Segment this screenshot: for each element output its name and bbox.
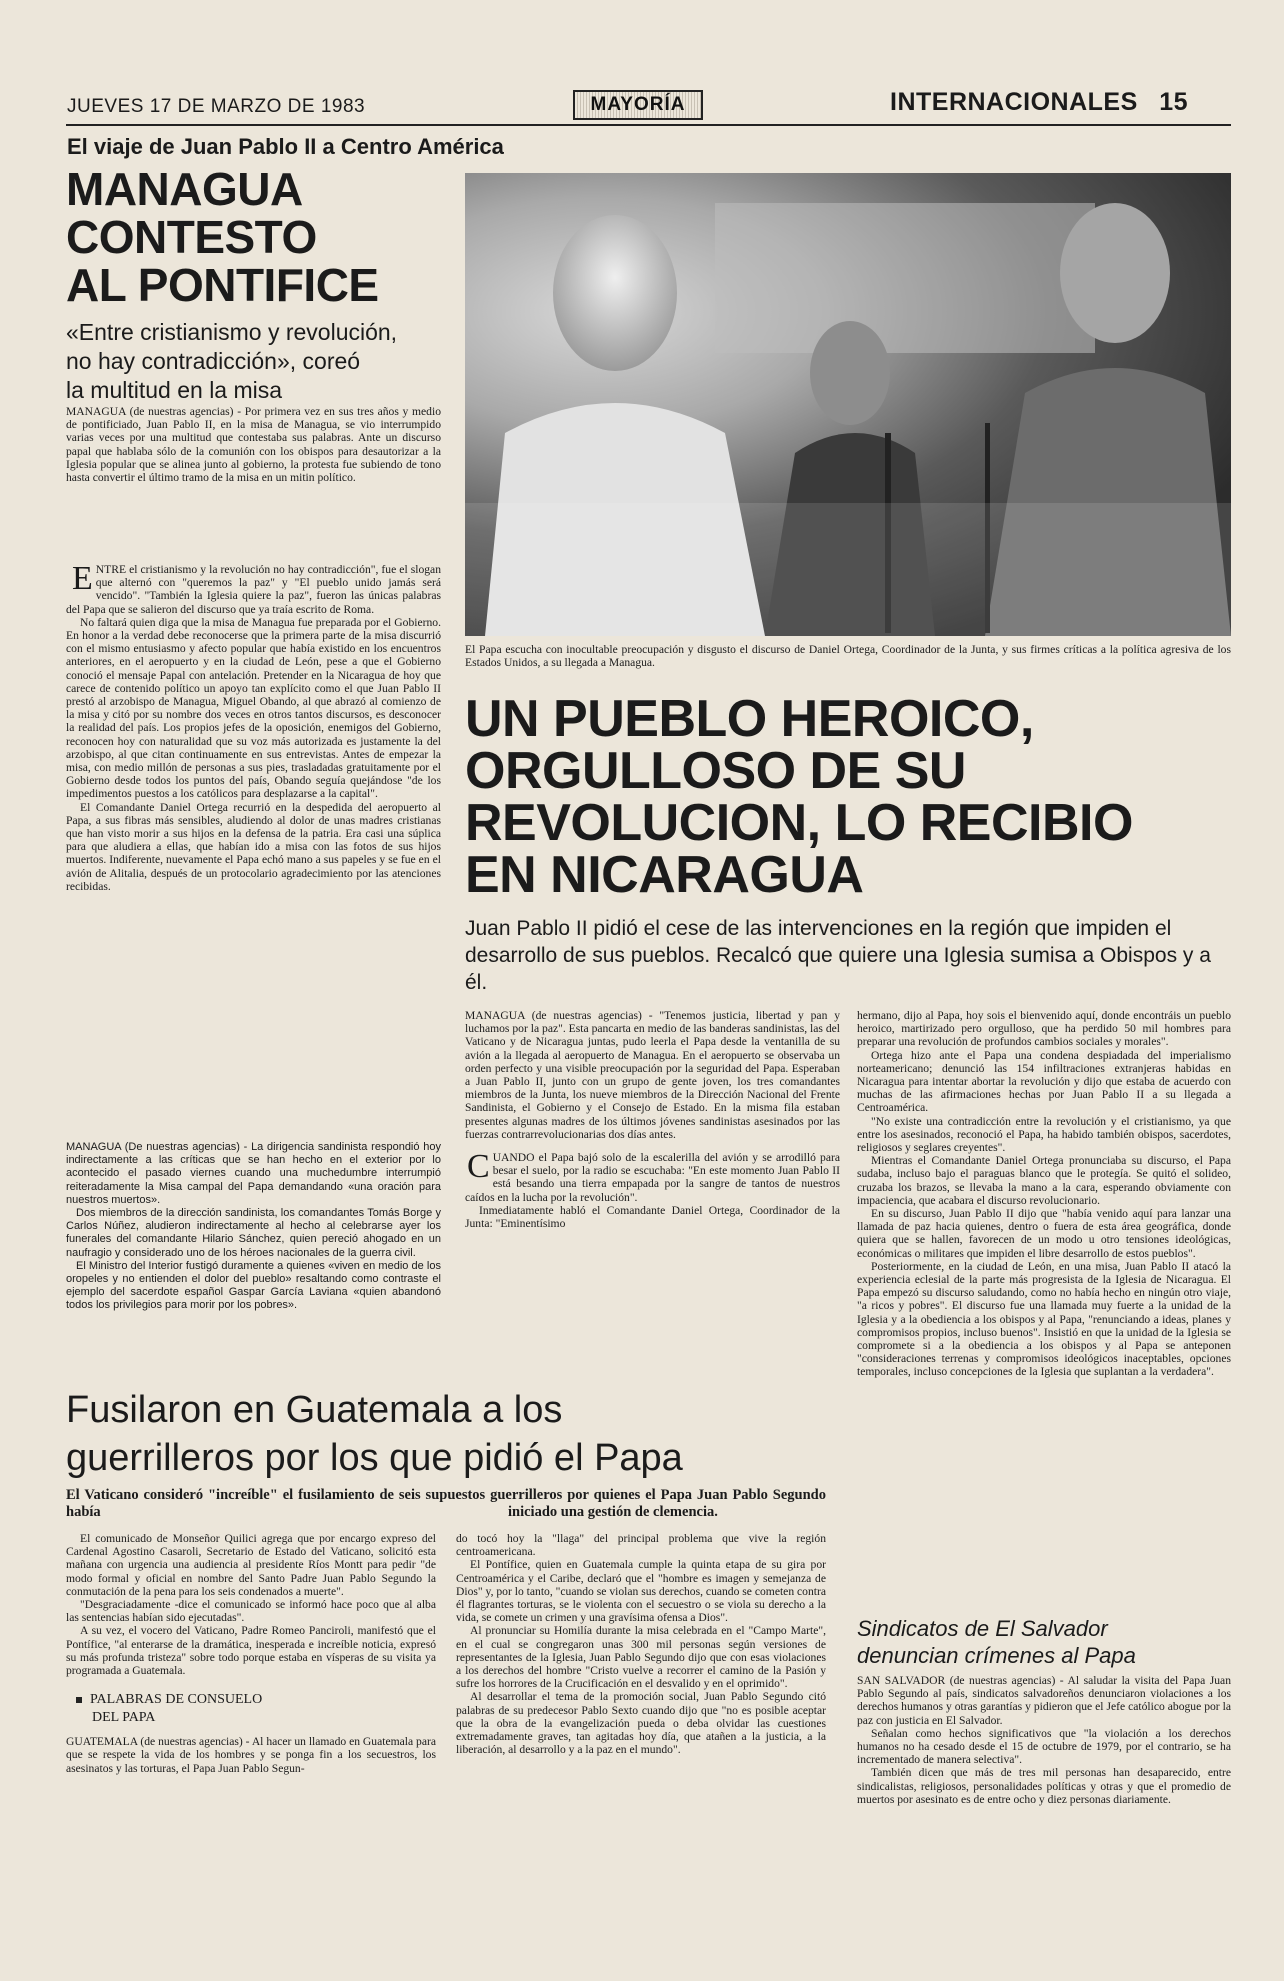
headline-line: EN NICARAGUA xyxy=(465,846,864,904)
article1-box xyxy=(66,1141,441,1313)
headline-line: MANAGUA xyxy=(66,163,303,215)
article4-headline xyxy=(857,1615,1237,1669)
article2-subhead: Juan Pablo II pidió el cese de las intervenciones en la región que impiden el desarrollo de sus pueblos. Recalcó que quiere una Iglesia sumisa a Obispos y a él. xyxy=(465,917,1211,994)
news-photo xyxy=(465,173,1231,636)
article2-col1 xyxy=(465,1009,840,1230)
dropcap: E xyxy=(72,560,93,597)
subheading-line: DEL PAPA xyxy=(92,1710,156,1726)
paragraph-text: NTRE el cristianismo y la revolución no hay contradicción", fue el slogan que alternó con "queremos la paz" y "El pueblo unido jamás será vencido". "También la Iglesia quiere la paz", fueron las únicas palabras del Papa que se salieron del discurso que ya traía escrito de Roma. xyxy=(66,563,441,616)
bullet-icon xyxy=(76,1697,82,1703)
body-paragraph: En su discurso, Juan Pablo II dijo que "había venido aquí para lanzar una llamada de paz hacia quienes, dentro o fuera de esta área geográfica, donde quiera que se hallen, favorecen de un modo u otro tensiones ideológicas, económicas o militares que impiden el libre desarrollo de estos pueblos". xyxy=(857,1207,1231,1260)
body-paragraph: Señalan como hechos significativos que "la violación a los derechos humanos no ha cesado desde el 15 de octubre de 1979, por el contrario, se ha incrementado de manera selectiva". xyxy=(857,1726,1231,1767)
logo-text: MAYORÍA xyxy=(590,94,686,115)
article3-lead xyxy=(66,1487,1066,1521)
headline-line: UN PUEBLO HEROICO, xyxy=(465,690,1034,748)
caption-text: El Papa escucha con inocultable preocupación y disgusto el discurso de Daniel Ortega, Coordinador de la Junta, y sus firmes críticas a la política agresiva de los Estados Unidos, a su llegada a Managua. xyxy=(465,643,1231,670)
masthead-rule xyxy=(66,124,1231,126)
section-title xyxy=(890,88,1188,117)
body-paragraph xyxy=(66,560,441,616)
headline-line: guerrilleros por los que pidió el Papa xyxy=(66,1437,683,1479)
headline-line: Fusilaron en Guatemala a los xyxy=(66,1389,563,1431)
article1-headline xyxy=(66,165,466,309)
body-paragraph: do tocó hoy la "llaga" del principal problema que vive la región centroamericana. xyxy=(456,1532,826,1559)
masthead-logo xyxy=(573,90,703,120)
body-paragraph: Inmediatamente habló el Comandante Daniel Ortega, Coordinador de la Junta: "Eminentísimo xyxy=(465,1203,840,1231)
article2-headline xyxy=(465,690,1235,904)
dropcap: C xyxy=(467,1148,490,1186)
body-paragraph xyxy=(465,1148,840,1204)
body-paragraph: No faltará quien diga que la misa de Managua fue preparada por el Gobierno. En honor a la verdad debe reconocerse que la primera parte de la misa discurrió con el mismo entusiasmo y afecto popular que había existido en los encuentros anteriores, en el aeropuerto y en la ciudad de León, pese a que el Gobierno conoció el mensaje Papal con antelación. Pretender en la Nicaragua de hoy que carece de contenido político un apoyo tan explícito como el que Juan Pablo II prestó al arzobispo de Managua, Miguel Obando, al que abrazó al comienzo de la misa y citó por su nombre dos veces en otros tantos discursos, es desconocer la realidad del país. Los propios jefes de la oposición, enemigos del Gobierno, reconocen hoy con naturalidad que su voz más autorizada es justamente la del arzobispo, al que citan continuamente en sus entrevistas. Antes de empezar la misa, con medio millón de personas a sus pies, trasladadas gratuitamente por el Gobierno desde todos los puntos del país, Obando seguía quejándose "de los impedimentos puestos a los católicos para desplazarse a la capital". xyxy=(66,615,441,801)
body-paragraph: El Comandante Daniel Ortega recurrió en la despedida del aeropuerto al Papa, a sus fibras más sensibles, aludiendo al dolor de unas madres cristianas que han visto morir a sus hijos en la defensa de la patria. Era casi una súplica para que aludiera a ellas, que habían ido a misa con las fotos de sus hijos muertos. Indiferente, nuevamente el Papa echó mano a sus papeles y se fue en el avión de Alitalia, después de un protocolario agradecimiento por las atenciones recibidas. xyxy=(66,800,441,893)
body-paragraph: SAN SALVADOR (de nuestras agencias) - Al saludar la visita del Papa Juan Pablo Segundo al país, sindicatos salvadoreños denunciaron violaciones a los derechos humanos y otras garantías y pidieron que el Jefe católico abogue por la paz con justicia en El Salvador. xyxy=(857,1674,1231,1727)
lead-paragraph: MANAGUA (de nuestras agencias) - Por primera vez en sus tres años y medio de pontificiado, Juan Pablo II, en la misa de Managua, se vio interrumpido varias veces por una multitud que contestaba sus palabras. Ante un discurso papal que hablaba sólo de la comunión con los obispos para desautorizar a la Iglesia popular que se alinea junto al gobierno, la protesta fue subiendo de tono hasta convertir el último tramo de la misa en un mitin político. xyxy=(66,405,441,485)
photo-illustration xyxy=(465,173,1231,636)
body-paragraph: Posteriormente, en la ciudad de León, en una misa, Juan Pablo II atacó la experiencia eclesial de la parte más progresista de la Iglesia de Nicaragua. El Papa empezó su discurso saludando, como no había hecho en ningún otro viaje, "a ricos y pobres". El discurso fue una llamada muy fuerte a la unidad de la Iglesia y a la obediencia a los obispos y al Papa, "renunciando a ideas, planes y compromisos propios, incluso buenos". Insistió en que la unidad de la Iglesia se compromete si a la obediencia a los obispos y al Papa se anteponen "consideraciones terrenas y compromisos ideológicos inaceptables, opciones temporales, incluso concepciones de la Iglesia que suplantan a la verdadera". xyxy=(857,1259,1231,1379)
box-paragraph: Dos miembros de la dirección sandinista, los comandantes Tomás Borge y Carlos Núñez, aludieron indirectamente al hecho al celebrarse ayer los funerales del comandante Hilario Sánchez, quien pereció ahogado en un naufragio y considerado uno de los héroes nacionales de la guerra civil. xyxy=(66,1207,441,1259)
subheading-line: PALABRAS DE CONSUELO xyxy=(90,1692,263,1708)
headline-line: Sindicatos de El Salvador xyxy=(857,1616,1108,1641)
body-paragraph: El comunicado de Monseñor Quilici agrega que por encargo expreso del Cardenal Agostino Casaroli, Secretario de Estado del Vaticano, solicitó esta mañana con urgencia una audiencia al presidente Ríos Montt para pedir "de modo formal y oficial en nombre del Santo Padre Juan Pablo Segundo la conmutación de la pena para los seis condenados a muerte". xyxy=(66,1532,436,1598)
article3-col1 xyxy=(66,1532,436,1775)
article2-col2 xyxy=(857,1009,1231,1379)
body-paragraph: Al pronunciar su Homilía durante la misa celebrada en el "Campo Marte", en el cual se congregaron unas 300 mil personas según versiones de representantes de la Iglesia, Juan Pablo Segundo dijo que con esas violaciones a los derechos del hombre "Cristo vuelve a recorrer el camino de la Pasión y sufre los horrores de la Crucificación en el desvalido y en el oprimido". xyxy=(456,1624,826,1691)
subhead-line: la multitud en la misa xyxy=(66,377,283,403)
kicker: El viaje de Juan Pablo II a Centro América xyxy=(67,134,504,159)
section-label: INTERNACIONALES xyxy=(890,88,1138,116)
masthead-date: JUEVES 17 DE MARZO DE 1983 xyxy=(67,96,366,117)
body-paragraph: El Pontífice, quien en Guatemala cumple la quinta etapa de su gira por Centroamérica y el Caribe, declaró que el "hombre es imagen y semejanza de Dios" y, por lo tanto, "cuando se violan sus derechos, cuando se cometen contra él flagrantes torturas, se le violenta con el secuestro o se viola su derecho a la vida, se comete un crimen y una gravísima ofensa a Dios". xyxy=(456,1558,826,1625)
subhead-line: «Entre cristianismo y revolución, xyxy=(66,319,398,345)
paragraph-text: UANDO el Papa bajó solo de la escalerilla del avión y se arrodilló para besar el suelo, por la radio se escuchaba: "En este momento Juan Pablo II está besando una tierra empapada por la sangre de tantos de nuestros caídos en la lucha por la revolución". xyxy=(465,1151,840,1204)
article1-body xyxy=(66,560,441,893)
article3-col2 xyxy=(456,1532,826,1756)
body-paragraph: Mientras el Comandante Daniel Ortega pronunciaba su discurso, el Papa sudaba, incluso bajo el paraguas blanco que le protegía. Se quitó el solideo, cruzaba los brazos, se llevaba la mano a la cara, esperando obviamente con impaciencia, que acabara el discurso revolucionario. xyxy=(857,1154,1231,1207)
headline-line: ORGULLOSO DE SU xyxy=(465,742,966,800)
headline-line: REVOLUCION, LO RECIBIO xyxy=(465,794,1133,852)
body-paragraph: Ortega hizo ante el Papa una condena despiadada del imperialismo norteamericano; denunció las 154 infiltraciones extranjeras habidas en Nicaragua para intentar abortar la revolución y dijo que estaba de acuerdo con muchas de las afirmaciones hechas por Juan Pablo II a su llegada a Centroamérica. xyxy=(857,1048,1231,1115)
article1-subhead xyxy=(66,318,466,405)
photo-caption xyxy=(465,643,1231,669)
subhead-line: no hay contradicción», coreó xyxy=(66,348,361,374)
headline-line: CONTESTO xyxy=(66,211,317,263)
subheading xyxy=(76,1691,436,1727)
box-paragraph: El Ministro del Interior fustigó duramente a quienes «viven en medio de los oropeles y no entienden el dolor del pueblo» resaltando como contraste el ejemplo del sacerdote español Gaspar García Laviana «quien abandonó todos los privilegios para morir por los pobres». xyxy=(66,1259,441,1312)
page-number: 15 xyxy=(1159,88,1189,116)
lead-part1: El Vaticano consideró "increíble" el fusilamiento de seis supuestos guerrilleros por quienes el Papa Juan Pablo Segundo había xyxy=(66,1487,826,1520)
headline-line: denuncian crímenes al Papa xyxy=(857,1643,1136,1668)
body-paragraph: "Desgraciadamente -dice el comunicado se informó hace poco que al alba las sentencias habían sido ejecutadas". xyxy=(66,1598,436,1625)
lead-part2: iniciado una gestión de clemencia. xyxy=(508,1504,718,1520)
body-paragraph: También dicen que más de tres mil personas han desaparecido, entre sindicalistas, religiosos, personalidades políticas y otras y que el promedio de muertos por asesinato es de entre ocho y diez personas diariamente. xyxy=(857,1766,1231,1806)
article4-body xyxy=(857,1674,1231,1806)
body-paragraph: hermano, dijo al Papa, hoy sois el bienvenido aquí, donde encontráis un pueblo heroico, martirizado pero orgulloso, que ha perdido 50 mil hombres para preparar una revolución de profundos cambios sociales y morales". xyxy=(857,1009,1231,1049)
body-paragraph: GUATEMALA (de nuestras agencias) - Al hacer un llamado en Guatemala para que se respete la vida de los hombres y se ponga fin a los secuestros, los asesinatos y las torturas, el Papa Juan Pablo Segun- xyxy=(66,1735,436,1775)
body-paragraph: Al desarrollar el tema de la promoción social, Juan Pablo Segundo citó palabras de su predecesor Pablo Sexto cuando dijo que "no es posible aceptar que la obra de la evangelización pueda o deba olvidar las cuestiones extremadamente graves, tan agitadas hoy día, que atañen a la justicia, a la liberación, al desarrollo y a la paz en el mundo". xyxy=(456,1690,826,1757)
headline-line: AL PONTIFICE xyxy=(66,259,379,311)
body-paragraph: "No existe una contradicción entre la revolución y el cristianismo, ya que entre los asesinados, reconoció el Papa, ha habido también obispos, sacerdotes, religiosos y seglares creyentes". xyxy=(857,1114,1231,1155)
body-paragraph: A su vez, el vocero del Vaticano, Padre Romeo Panciroli, manifestó que el Pontífice, "al enterarse de la dramática, inesperada e increíble noticia, expresó su más profunda tristeza" sobre todo porque estaba en vísperas de su visita ya programada a Guatemala. xyxy=(66,1624,436,1678)
body-paragraph: MANAGUA (de nuestras agencias) - "Tenemos justicia, libertad y pan y luchamos por la paz". Esta pancarta en medio de las banderas sandinistas, las del Vaticano y de Nicaragua juntas, pudo leerla el Papa desde la ventanilla de su avión a la llegada al aeropuerto de Managua. En el aeropuerto se observaba un orden perfecto y una visible preocupación por la seguridad del Papa. Esperaban a Juan Pablo II, junto con un grupo de gente joven, los tres comandantes miembros de la Junta, los nueve miembros de la Dirección Nacional del Frente Sandinista, el Gobierno y el Consejo de Estado. En la misma fila estaban presentes algunas madres de los últimos jóvenes sandinistas asesinados por las fuerzas contrarrevolucionarias dos días antes. xyxy=(465,1009,840,1141)
article1-lead xyxy=(66,405,441,484)
box-paragraph: MANAGUA (De nuestras agencias) - La dirigencia sandinista respondió hoy indirectamente a las críticas que se han hecho en el exterior por lo acontecido el pasado viernes cuando una muchedumbre interrumpió reiteradamente la Misa campal del Papa demandando «una oración para nuestros muertos». xyxy=(66,1141,441,1206)
article3-headline xyxy=(66,1386,846,1482)
